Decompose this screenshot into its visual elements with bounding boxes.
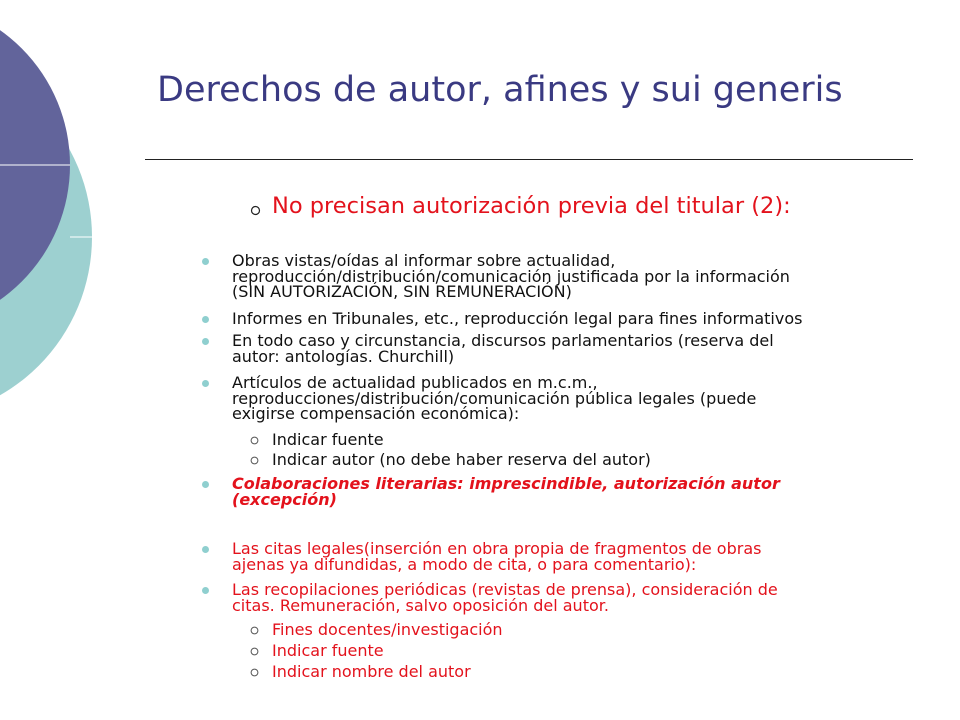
list-item (232, 582, 778, 613)
sub-list-item-text: Indicar fuente (272, 641, 384, 660)
list-item (232, 333, 774, 364)
list-item-text: Obras vistas/oídas al informar sobre actualidad, reproducción/distribución/comunicación justificada por la información (SIN AUTORIZACIÓN, SIN REMUNERACIÓN) (232, 251, 790, 301)
hollow-circle-icon (250, 456, 259, 465)
bullet-icon (202, 546, 209, 553)
list-item (232, 311, 802, 327)
sub-list-item-text: Indicar fuente (272, 430, 384, 449)
list-item-text: Las citas legales(inserción en obra propia de fragmentos de obras ajenas ya difundidas, a modo de cita, o para comentario): (232, 539, 762, 574)
bullet-icon (202, 380, 209, 387)
sub-list-item (272, 664, 471, 680)
bullet-icon (202, 587, 209, 594)
hollow-circle-icon (250, 668, 259, 677)
sub-list-item (272, 452, 651, 468)
page-title: Derechos de autor, afines y sui generis (157, 70, 843, 110)
bullet-icon (202, 316, 209, 323)
list-item-text: Artículos de actualidad publicados en m.c.m., reproducciones/distribución/comunicación pública legales (puede exigirse compensación económica): (232, 373, 757, 423)
hollow-circle-icon (250, 626, 259, 635)
bullet-icon (202, 258, 209, 265)
list-item (232, 375, 756, 422)
list-item (232, 253, 790, 300)
sub-list-item (272, 643, 384, 659)
sub-list-item-text: Fines docentes/investigación (272, 620, 503, 639)
subheading-text: No precisan autorización previa del titular (2): (272, 193, 791, 219)
list-item-text: Colaboraciones literarias: imprescindible, autorización autor (excepción) (232, 474, 780, 509)
list-item-text: En todo caso y circunstancia, discursos parlamentarios (reserva del autor: antologías. Churchill) (232, 331, 774, 366)
bullet-icon (202, 338, 209, 345)
hollow-circle-icon (250, 647, 259, 656)
sub-list-item (272, 622, 503, 638)
hollow-circle-icon (250, 436, 259, 445)
sub-list-item-text: Indicar autor (no debe haber reserva del autor) (272, 450, 651, 469)
bullet-icon (202, 481, 209, 488)
list-item-text: Las recopilaciones periódicas (revistas de prensa), consideración de citas. Remuneración, salvo oposición del autor. (232, 580, 778, 615)
sub-list-item (272, 432, 384, 448)
sub-list-item-text: Indicar nombre del autor (272, 662, 471, 681)
list-item (232, 476, 780, 507)
list-item-text: Informes en Tribunales, etc., reproducción legal para fines informativos (232, 309, 803, 328)
list-item (232, 541, 761, 572)
